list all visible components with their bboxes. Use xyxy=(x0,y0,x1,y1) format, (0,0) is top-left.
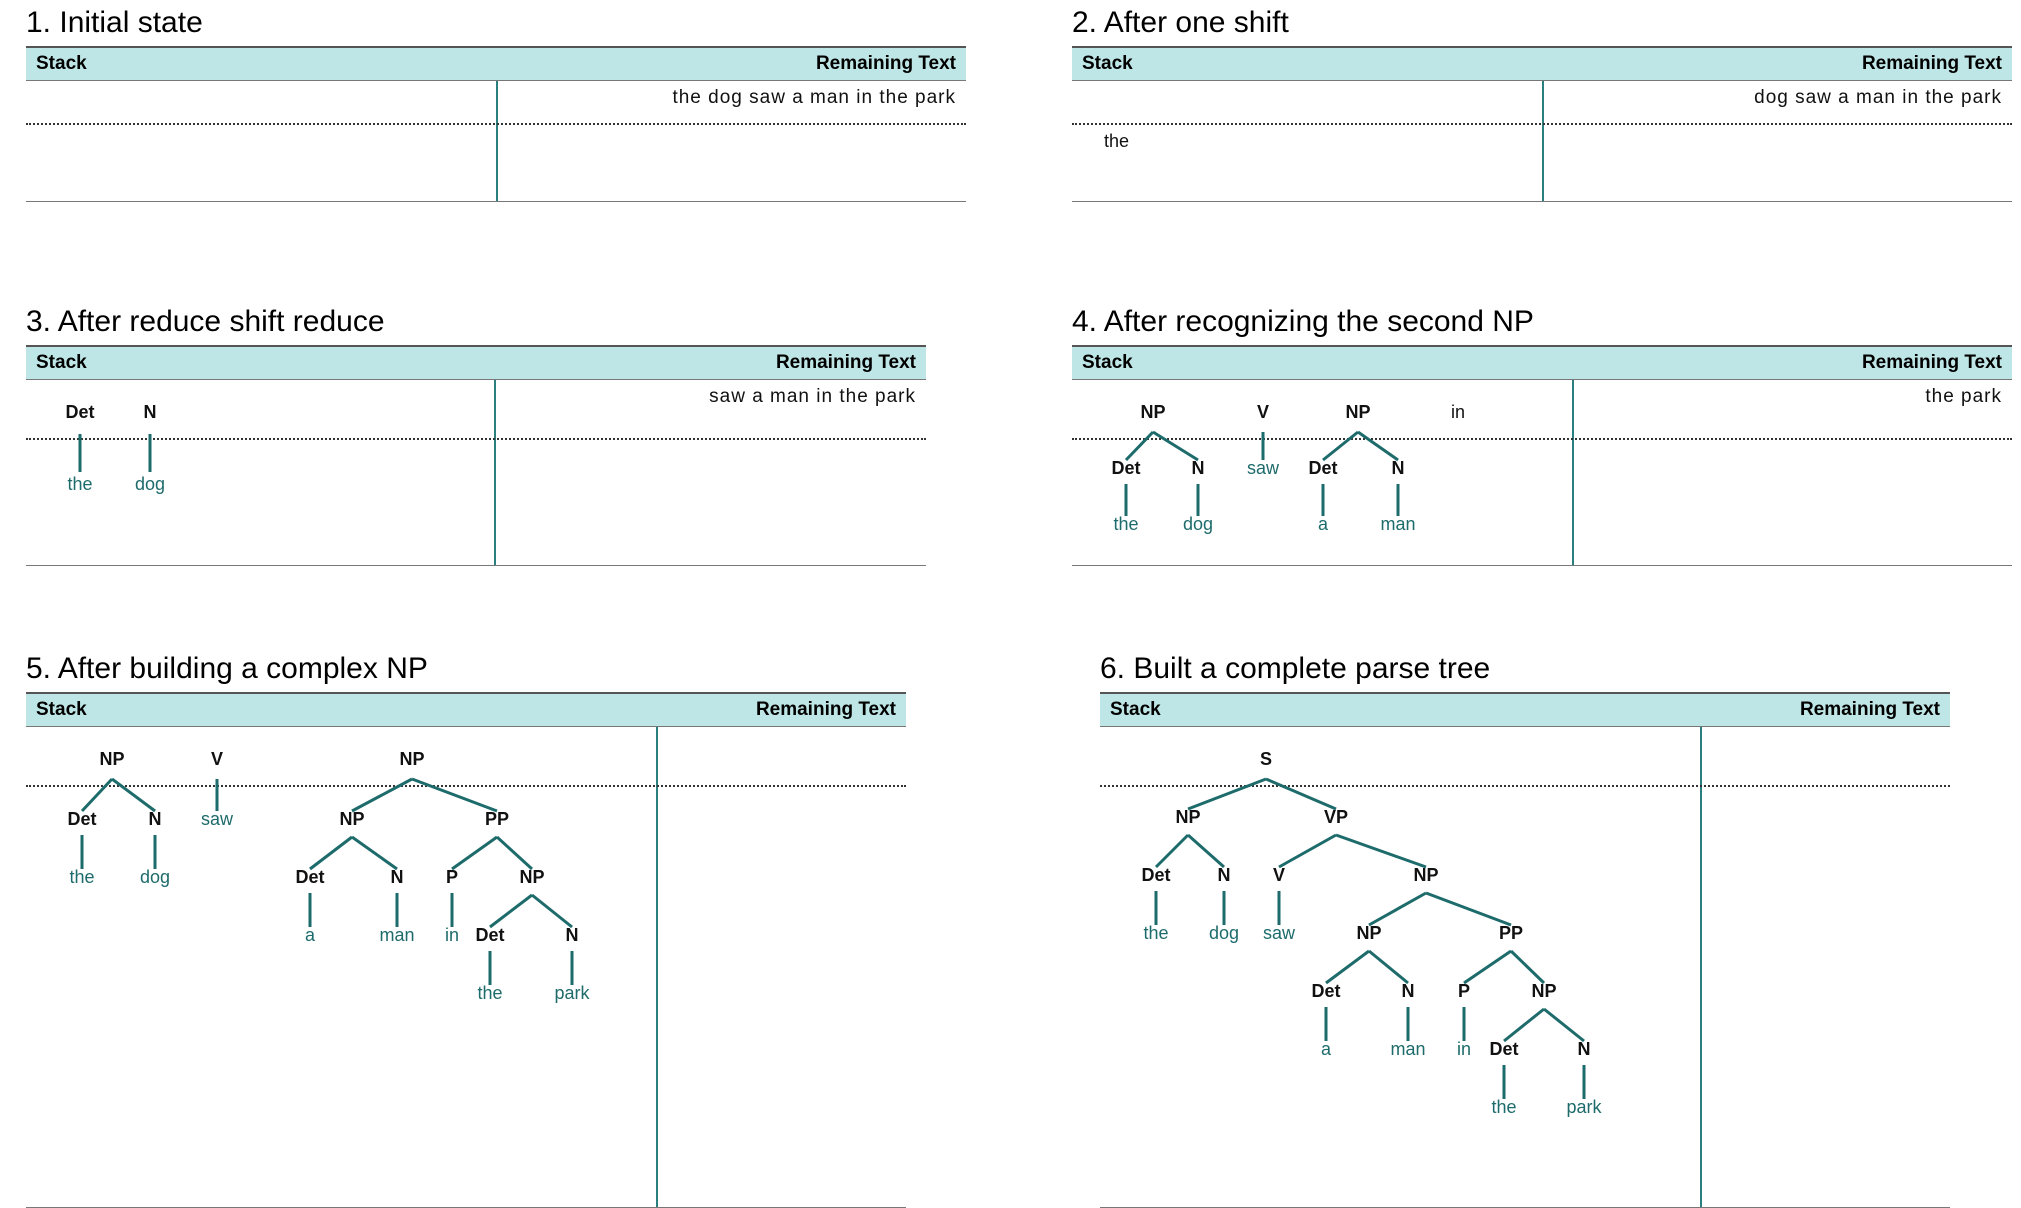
stack-baseline xyxy=(1072,123,2012,125)
tree-node: NP xyxy=(1531,981,1557,1001)
tree-node: NP xyxy=(519,867,545,887)
tree-leaf: dog xyxy=(134,474,166,494)
remaining-text: the dog saw a man in the park xyxy=(672,87,956,108)
panel-title: 5. After building a complex NP xyxy=(26,652,428,685)
tree-node: NP xyxy=(399,749,425,769)
panel-title: 3. After reduce shift reduce xyxy=(26,305,385,338)
table-body xyxy=(1072,380,2012,565)
stack-divider xyxy=(1572,380,1574,565)
table-header-row xyxy=(1100,694,1950,727)
table-header-row xyxy=(26,694,906,727)
table-body xyxy=(26,81,966,201)
table-body xyxy=(1072,81,2012,201)
table-header-row xyxy=(26,347,926,380)
tree-word: the xyxy=(1104,131,1130,151)
panel-after-one-shift xyxy=(1072,6,2012,202)
tree-edges xyxy=(62,438,362,558)
column-header-stack: Stack xyxy=(36,53,87,74)
tree-node: N xyxy=(390,867,404,887)
column-header-remaining-text: Remaining Text xyxy=(815,53,956,74)
tree-node: Det xyxy=(1111,458,1141,478)
stack-divider xyxy=(1700,727,1702,1207)
panel-after-recognizing-second-np xyxy=(1072,305,2012,566)
table-body xyxy=(26,380,926,565)
tree-node: Det xyxy=(67,809,97,829)
tree-leaf: a xyxy=(1320,1039,1332,1059)
panel-after-building-complex-np xyxy=(26,652,906,1208)
tree-node: NP xyxy=(1140,402,1166,422)
parse-state-table xyxy=(1072,345,2012,566)
column-header-stack: Stack xyxy=(36,699,87,720)
column-header-stack: Stack xyxy=(1082,352,1133,373)
parse-state-table xyxy=(26,692,906,1208)
tree-node: Det xyxy=(65,402,95,422)
tree-leaf: man xyxy=(1390,1039,1426,1059)
panel-title: 6. Built a complete parse tree xyxy=(1100,652,1491,685)
tree-leaf: saw xyxy=(200,809,234,829)
tree-node: Det xyxy=(1489,1039,1519,1059)
tree-node: NP xyxy=(1175,807,1201,827)
tree-leaf: saw xyxy=(1246,458,1280,478)
tree-leaf: in xyxy=(444,925,460,945)
parse-state-table xyxy=(26,46,966,202)
tree-node: S xyxy=(1259,749,1273,769)
tree-node: N xyxy=(1577,1039,1591,1059)
tree-leaf: dog xyxy=(139,867,171,887)
column-header-remaining-text: Remaining Text xyxy=(775,352,916,373)
panel-title: 4. After recognizing the second NP xyxy=(1072,305,1534,338)
tree-leaf: dog xyxy=(1182,514,1214,534)
stack-divider xyxy=(494,380,496,565)
tree-node: NP xyxy=(1356,923,1382,943)
tree-node: NP xyxy=(1345,402,1371,422)
tree-node: N xyxy=(148,809,162,829)
tree-node: V xyxy=(1272,865,1286,885)
tree-node: PP xyxy=(1498,923,1524,943)
column-header-stack: Stack xyxy=(1110,699,1161,720)
tree-node: NP xyxy=(339,809,365,829)
remaining-text: the park xyxy=(1925,386,2002,407)
tree-leaf: the xyxy=(477,983,503,1003)
tree-node: Det xyxy=(1141,865,1171,885)
tree-leaf: the xyxy=(69,867,95,887)
tree-leaf: a xyxy=(1317,514,1329,534)
tree-node: PP xyxy=(484,809,510,829)
tree-node: P xyxy=(445,867,459,887)
panel-title: 1. Initial state xyxy=(26,6,203,39)
tree-leaf: the xyxy=(1491,1097,1517,1117)
column-header-remaining-text: Remaining Text xyxy=(755,699,896,720)
tree-node: V xyxy=(1256,402,1270,422)
table-body xyxy=(1100,727,1950,1207)
tree-node: Det xyxy=(295,867,325,887)
stack-divider xyxy=(1542,81,1544,201)
tree-leaf: man xyxy=(1380,514,1416,534)
tree-leaf: man xyxy=(379,925,415,945)
stack-baseline xyxy=(26,123,966,125)
stack-divider xyxy=(656,727,658,1207)
tree-node: P xyxy=(1457,981,1471,1001)
tree-node: NP xyxy=(1413,865,1439,885)
tree-node: N xyxy=(1217,865,1231,885)
parse-state-table xyxy=(1100,692,1950,1208)
panel-title: 2. After one shift xyxy=(1072,6,1289,39)
tree-node: Det xyxy=(1311,981,1341,1001)
table-body xyxy=(26,727,906,1207)
panel-complete-parse-tree xyxy=(1100,652,1950,1208)
panel-after-reduce-shift-reduce xyxy=(26,305,926,566)
tree-leaf: a xyxy=(304,925,316,945)
tree-leaf: dog xyxy=(1208,923,1240,943)
remaining-text: dog saw a man in the park xyxy=(1754,87,2002,108)
panel-initial-state xyxy=(26,6,966,202)
tree-leaf: saw xyxy=(1262,923,1296,943)
tree-node: N xyxy=(565,925,579,945)
column-header-remaining-text: Remaining Text xyxy=(1861,352,2002,373)
tree-node: VP xyxy=(1323,807,1349,827)
table-header-row xyxy=(1072,347,2012,380)
table-header-row xyxy=(1072,48,2012,81)
parse-state-table xyxy=(1072,46,2012,202)
tree-node: N xyxy=(143,402,157,422)
table-header-row xyxy=(26,48,966,81)
tree-leaf: the xyxy=(1113,514,1139,534)
tree-leaf: the xyxy=(1143,923,1169,943)
tree-leaf: park xyxy=(554,983,590,1003)
column-header-remaining-text: Remaining Text xyxy=(1799,699,1940,720)
column-header-remaining-text: Remaining Text xyxy=(1861,53,2002,74)
column-header-stack: Stack xyxy=(36,352,87,373)
tree-leaf: the xyxy=(67,474,93,494)
tree-node: NP xyxy=(99,749,125,769)
tree-node: V xyxy=(210,749,224,769)
tree-node: N xyxy=(1191,458,1205,478)
stack-divider xyxy=(496,81,498,201)
tree-node: Det xyxy=(1308,458,1338,478)
tree-node: N xyxy=(1401,981,1415,1001)
tree-node: Det xyxy=(475,925,505,945)
tree-leaf: in xyxy=(1456,1039,1472,1059)
column-header-stack: Stack xyxy=(1082,53,1133,74)
tree-node: N xyxy=(1391,458,1405,478)
tree-leaf: park xyxy=(1566,1097,1602,1117)
parse-state-table xyxy=(26,345,926,566)
tree-word: in xyxy=(1450,402,1466,422)
remaining-text: saw a man in the park xyxy=(709,386,916,407)
